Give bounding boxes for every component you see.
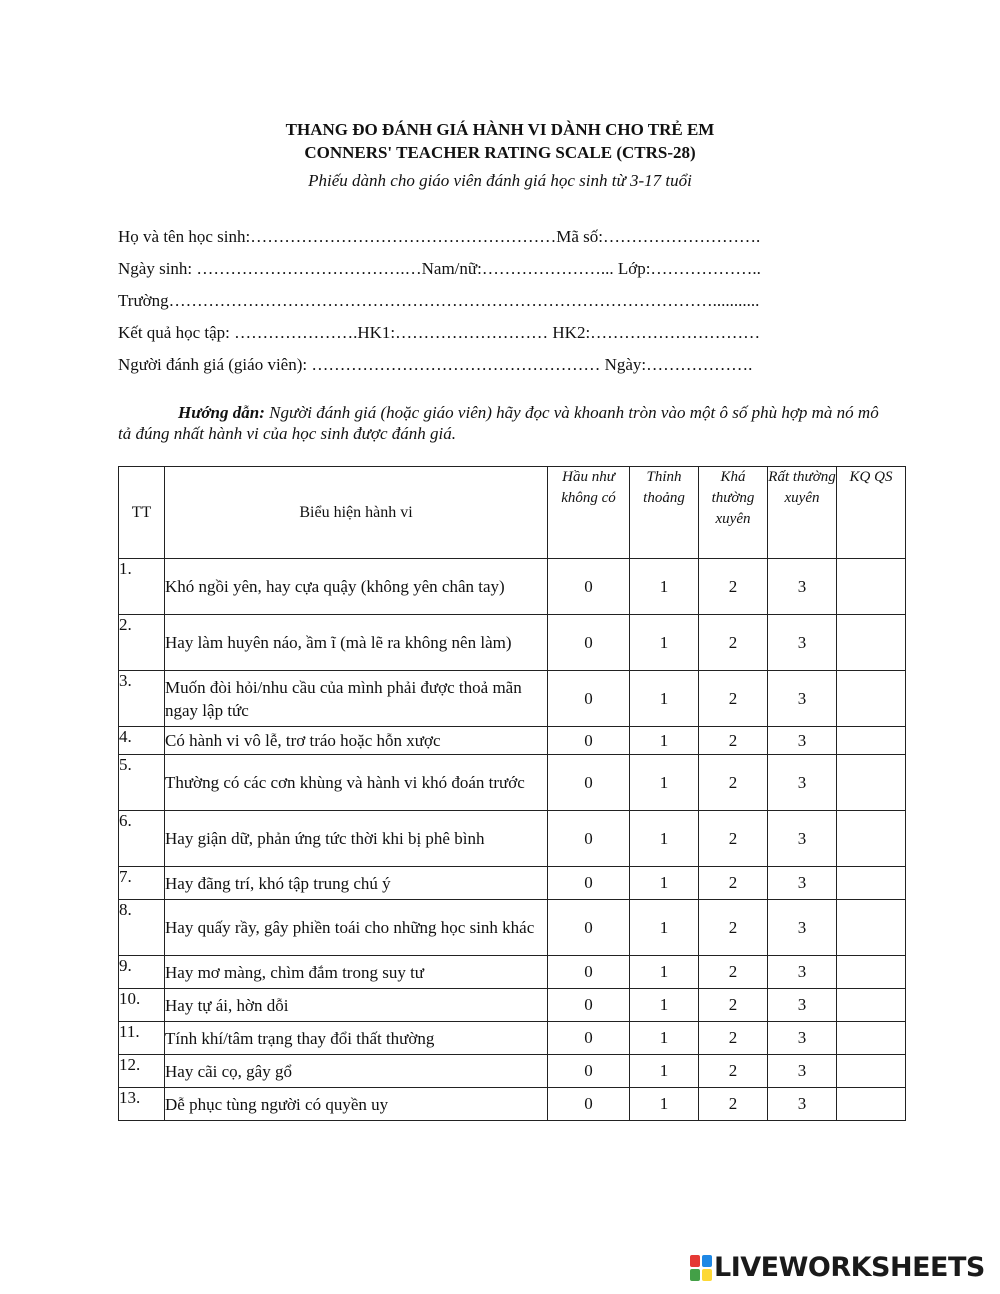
student-name-line: Họ và tên học sinh:………………………………………………Mã số:………………………. [118,227,761,246]
result-cell[interactable] [837,867,906,900]
result-cell[interactable] [837,671,906,727]
rating-table [118,466,906,1121]
result-cell[interactable] [837,1022,906,1055]
evaluator-line: Người đánh giá (giáo viên): …………………………………………… Ngày:………………. [118,355,753,374]
table-row [119,755,906,811]
document-description: Phiếu dành cho giáo viên đánh giá học sinh từ 3-17 tuổi [308,171,692,190]
rating-option-3[interactable]: 3 [768,811,837,867]
header-sometimes: Thỉnh thoảng [630,467,699,559]
row-number: 12. [119,1055,165,1088]
rating-option-3[interactable]: 3 [768,671,837,727]
header-often: Khá thường xuyên [699,467,768,559]
behavior-text: Hay giận dữ, phản ứng tức thời khi bị phê bình [165,811,548,867]
header-very-often: Rất thường xuyên [768,467,837,559]
rating-option-3[interactable]: 3 [768,559,837,615]
document-subtitle-scale: CONNERS' TEACHER RATING SCALE (CTRS-28) [304,143,696,162]
rating-option-2[interactable]: 2 [699,671,768,727]
row-number: 1. [119,559,165,615]
result-cell[interactable] [837,900,906,956]
liveworksheets-brand [690,1252,985,1282]
rating-option-1[interactable]: 1 [630,989,699,1022]
document-title: THANG ĐO ĐÁNH GIÁ HÀNH VI DÀNH CHO TRẺ EM [285,120,715,139]
row-number: 13. [119,1088,165,1121]
rating-option-2[interactable]: 2 [699,1088,768,1121]
birthdate-line: Ngày sinh: ……………………………….…Nam/nữ:…………………... Lớp:……………….. [118,259,761,278]
table-row [119,1055,906,1088]
school-line: Trường……………………………………………………………………………………........... [118,291,760,310]
rating-option-1[interactable]: 1 [630,727,699,755]
table-row [119,811,906,867]
rating-option-0[interactable]: 0 [548,615,630,671]
rating-option-3[interactable]: 3 [768,1088,837,1121]
header-tt: TT [119,467,165,559]
behavior-text: Muốn đòi hỏi/nhu cầu của mình phải được thoả mãn ngay lập tức [165,671,548,727]
row-number: 10. [119,989,165,1022]
rating-option-2[interactable]: 2 [699,956,768,989]
rating-option-0[interactable]: 0 [548,867,630,900]
rating-option-3[interactable]: 3 [768,615,837,671]
row-number: 11. [119,1022,165,1055]
behavior-text: Hay đãng trí, khó tập trung chú ý [165,867,548,900]
rating-option-0[interactable]: 0 [548,956,630,989]
rating-option-2[interactable]: 2 [699,727,768,755]
rating-option-2[interactable]: 2 [699,615,768,671]
result-cell[interactable] [837,956,906,989]
row-number: 4. [119,727,165,755]
rating-option-3[interactable]: 3 [768,755,837,811]
behavior-text: Tính khí/tâm trạng thay đổi thất thường [165,1022,548,1055]
rating-option-2[interactable]: 2 [699,867,768,900]
rating-option-3[interactable]: 3 [768,727,837,755]
rating-option-1[interactable]: 1 [630,1088,699,1121]
table-row [119,956,906,989]
table-row [119,559,906,615]
table-header-row [119,467,906,559]
rating-option-3[interactable]: 3 [768,1022,837,1055]
rating-option-2[interactable]: 2 [699,1055,768,1088]
behavior-text: Khó ngồi yên, hay cựa quậy (không yên chân tay) [165,559,548,615]
instructions [118,402,888,444]
rating-option-1[interactable]: 1 [630,559,699,615]
rating-option-1[interactable]: 1 [630,956,699,989]
rating-option-0[interactable]: 0 [548,755,630,811]
rating-option-1[interactable]: 1 [630,1022,699,1055]
rating-option-2[interactable]: 2 [699,900,768,956]
row-number: 7. [119,867,165,900]
table-row [119,671,906,727]
rating-option-1[interactable]: 1 [630,1055,699,1088]
rating-option-0[interactable]: 0 [548,559,630,615]
instructions-text: Người đánh giá (hoặc giáo viên) hãy đọc và khoanh tròn vào một ô số phù hợp mà nó mô tả đúng nhất hành vi của học sinh được đánh giá. [118,403,879,443]
rating-option-0[interactable]: 0 [548,989,630,1022]
instructions-label: Hướng dẫn: [178,403,265,422]
result-cell[interactable] [837,1088,906,1121]
result-cell[interactable] [837,989,906,1022]
header-kq-qs: KQ QS [837,467,906,559]
table-row [119,989,906,1022]
result-cell[interactable] [837,755,906,811]
rating-option-0[interactable]: 0 [548,811,630,867]
table-row [119,900,906,956]
results-line: Kết quả học tập: ………………….HK1:……………………… HK2:………………………… [118,323,761,342]
rating-option-0[interactable]: 0 [548,1055,630,1088]
result-cell[interactable] [837,559,906,615]
rating-option-0[interactable]: 0 [548,1088,630,1121]
behavior-text: Có hành vi vô lễ, trơ tráo hoặc hỗn xược [165,727,548,755]
rating-option-0[interactable]: 0 [548,727,630,755]
behavior-text: Hay làm huyên náo, ầm ĩ (mà lẽ ra không nên làm) [165,615,548,671]
rating-option-0[interactable]: 0 [548,1022,630,1055]
row-number: 6. [119,811,165,867]
header-behavior: Biểu hiện hành vi [165,467,548,559]
rating-option-1[interactable]: 1 [630,867,699,900]
row-number: 5. [119,755,165,811]
rating-option-1[interactable]: 1 [630,615,699,671]
table-row [119,1088,906,1121]
rating-option-1[interactable]: 1 [630,671,699,727]
result-cell[interactable] [837,615,906,671]
result-cell[interactable] [837,1055,906,1088]
table-row [119,727,906,755]
rating-option-2[interactable]: 2 [699,755,768,811]
rating-option-3[interactable]: 3 [768,956,837,989]
header-almost-never: Hầu như không có [548,467,630,559]
liveworksheets-logo-icon [690,1255,712,1281]
rating-option-2[interactable]: 2 [699,989,768,1022]
rating-option-3[interactable]: 3 [768,867,837,900]
rating-option-0[interactable]: 0 [548,671,630,727]
rating-option-1[interactable]: 1 [630,811,699,867]
rating-option-0[interactable]: 0 [548,900,630,956]
rating-option-2[interactable]: 2 [699,559,768,615]
behavior-text: Dễ phục tùng người có quyền uy [165,1088,548,1121]
table-row [119,867,906,900]
rating-option-3[interactable]: 3 [768,1055,837,1088]
table-row [119,1022,906,1055]
rating-option-2[interactable]: 2 [699,1022,768,1055]
result-cell[interactable] [837,811,906,867]
row-number: 9. [119,956,165,989]
brand-name: LIVEWORKSHEETS [714,1252,985,1283]
result-cell[interactable] [837,727,906,755]
rating-option-1[interactable]: 1 [630,755,699,811]
row-number: 3. [119,671,165,727]
behavior-text: Hay quấy rầy, gây phiền toái cho những học sinh khác [165,900,548,956]
row-number: 8. [119,900,165,956]
rating-option-2[interactable]: 2 [699,811,768,867]
behavior-text: Hay cãi cọ, gây gổ [165,1055,548,1088]
behavior-text: Thường có các cơn khùng và hành vi khó đoán trước [165,755,548,811]
behavior-text: Hay mơ màng, chìm đắm trong suy tư [165,956,548,989]
table-row [119,615,906,671]
row-number: 2. [119,615,165,671]
rating-option-3[interactable]: 3 [768,989,837,1022]
rating-option-3[interactable]: 3 [768,900,837,956]
behavior-text: Hay tự ái, hờn dỗi [165,989,548,1022]
rating-option-1[interactable]: 1 [630,900,699,956]
